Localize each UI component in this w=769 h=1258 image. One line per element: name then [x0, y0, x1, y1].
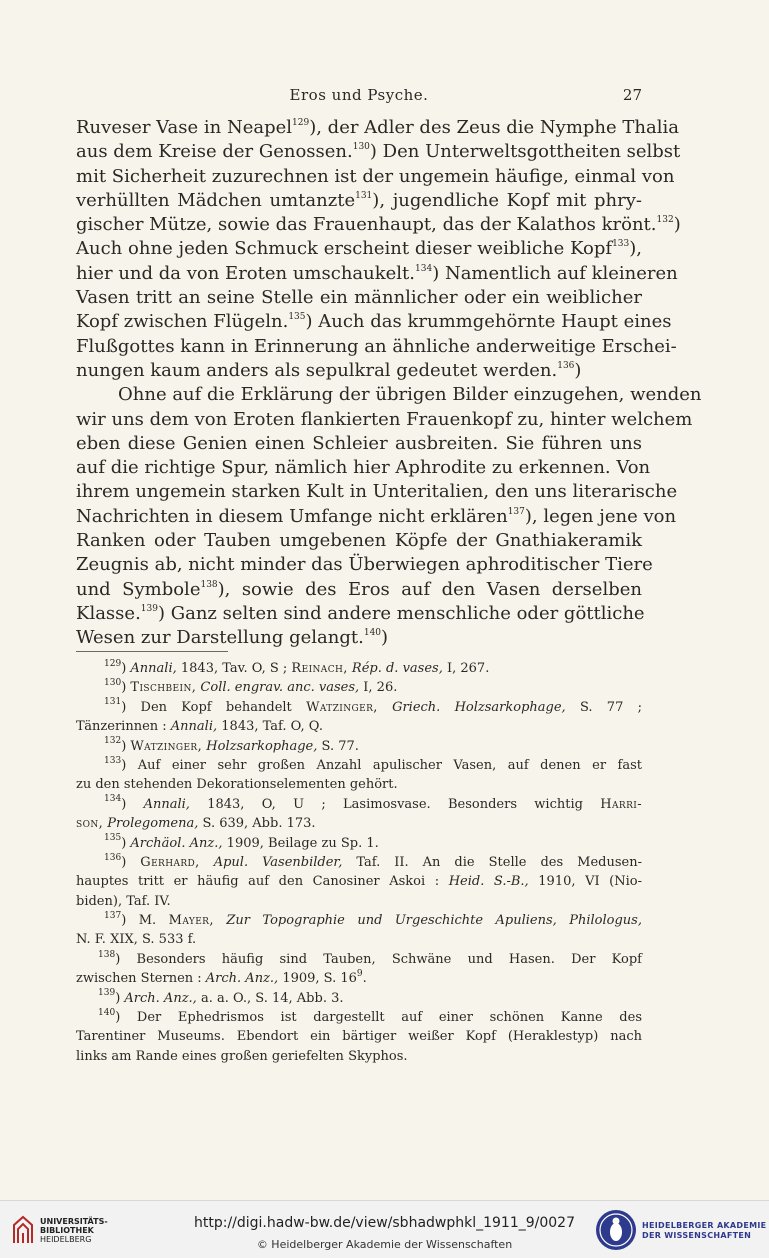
text-line: auf die richtige Spur, nämlich hier Aphrodite zu erkennen. Von	[76, 457, 651, 479]
footnote-135: $^{135}$) Archäol. Anz., 1909, Beilage zu Sp. 1.	[104, 833, 379, 851]
footnote-137: $^{137}$) M. Mayer, Zur Topographie und Urgeschichte Apuliens, Philologus,	[104, 910, 642, 929]
text-line: wir uns dem von Eroten flankierten Frauenkopf zu, hinter welchem	[76, 408, 693, 430]
footnote-140-cont2: links am Rande eines großen geriefelten Skyphos.	[76, 1048, 408, 1064]
footnote-ref[interactable]: 137	[507, 506, 525, 517]
footnote-133-cont: zu den stehenden Dekorationselementen gehört.	[76, 777, 398, 793]
text-line: Vasen tritt an seine Stelle ein männlicher oder ein weiblicher	[76, 287, 642, 309]
footnote-140: $^{140}$) Der Ephedrismos ist dargestellt auf einer schönen Kanne des	[98, 1007, 642, 1026]
footnotes	[76, 659, 642, 1066]
footnote-131: $^{131}$) Den Kopf behandelt Watzinger, Griech. Holzsarkophage, S. 77 ;	[104, 697, 642, 715]
footnote-ref[interactable]: 135	[288, 312, 306, 323]
footnote-ref[interactable]: 133	[612, 239, 630, 250]
running-header	[76, 86, 642, 108]
footnote-ref[interactable]: 131	[355, 190, 373, 201]
footnote-134-cont: son, Prolegomena, S. 639, Abb. 173.	[76, 816, 316, 832]
footnote-140-cont: Tarentiner Museums. Ebendort ein bärtiger weißer Kopf (Heraklestyp) nach	[76, 1029, 642, 1045]
text-line: Ruveser Vase in Neapel$^{129}$), der Adler des Zeus die Nymphe Thalia	[76, 117, 679, 138]
footnote-129: $^{129}$) Annali, 1843, Tav. O, S ; Reinach, Rép. d. vases, I, 267.	[104, 658, 490, 676]
footnote-136-cont2: biden), Taf. IV.	[76, 893, 171, 909]
main-text	[76, 116, 702, 651]
text-line: Flußgottes kann in Erinnerung an ähnliche anderweitige Erschei-	[76, 335, 677, 357]
text-line: gischer Mütze, sowie das Frauenhaupt, das der Kalathos krönt.$^{132}$)	[76, 214, 681, 236]
footnote-ref[interactable]: 132	[656, 215, 674, 226]
text-line: Klasse.$^{139}$) Ganz selten sind andere menschliche oder göttliche	[76, 602, 645, 624]
footnote-134: $^{134}$) Annali, 1843, O, U ; Lasimosvase. Besonders wichtig Harri-	[104, 794, 642, 812]
footnote-139: $^{139}$) Arch. Anz., a. a. O., S. 14, Abb. 3.	[98, 988, 344, 1006]
university-library-name: UNIVERSITÄTS- BIBLIOTHEK HEIDELBERG	[40, 1217, 108, 1244]
text-line: Ranken oder Tauben umgebenen Köpfe der Gnathiakeramik	[76, 530, 642, 552]
academy-name: HEIDELBERGER AKADEMIE DER WISSENSCHAFTEN	[642, 1221, 767, 1240]
text-line: nungen kaum anders als sepulkral gedeutet werden.$^{136}$)	[76, 359, 582, 381]
text-line: Kopf zwischen Flügeln.$^{135}$) Auch das krummgehörnte Haupt eines	[76, 311, 672, 333]
text-line: Auch ohne jeden Schmuck erscheint dieser weibliche Kopf$^{133}$),	[76, 238, 642, 260]
footnote-ref[interactable]: 140	[363, 628, 382, 639]
footnote-ref[interactable]: 138	[200, 579, 218, 590]
footnote-138: $^{138}$) Besonders häufig sind Tauben, Schwäne und Hasen. Der Kopf	[98, 949, 642, 967]
footnote-136: $^{136}$) Gerhard, Apul. Vasenbilder, Taf. II. An die Stelle des Medusen-	[104, 852, 642, 870]
text-line: Zeugnis ab, nicht minder das Überwiegen aphroditischer Tiere	[76, 554, 653, 576]
footnote-ref[interactable]: 139	[140, 603, 158, 614]
academy-seal-icon	[594, 1208, 638, 1252]
running-title: Eros und Psyche.	[289, 86, 429, 104]
text-line: eben diese Genien einen Schleier ausbreiten. Sie führen uns	[76, 432, 642, 454]
text-line: Ohne auf die Erklärung der übrigen Bilder einzugehen, wenden	[118, 384, 702, 406]
text-line: ihrem ungemein starken Kult in Unteritalien, den uns literarische	[76, 481, 678, 503]
footnote-ref[interactable]: 129	[292, 118, 310, 128]
footnote-ref[interactable]: 136	[557, 360, 575, 371]
text-line: aus dem Kreise der Genossen.$^{130}$) Den Unterweltsgottheiten selbst	[76, 141, 681, 163]
footnote-133: $^{133}$) Auf einer sehr großen Anzahl apulischer Vasen, auf denen er fast	[104, 755, 642, 773]
footnote-136-cont: hauptes tritt er häufig auf den Canosiner Askoi : Heid. S.-B., 1910, VI (Nio-	[76, 874, 643, 890]
footnote-130: $^{130}$) Tischbein, Coll. engrav. anc. vases, I, 26.	[104, 678, 398, 696]
footnote-131-cont: Tänzerinnen : Annali, 1843, Taf. O, Q.	[76, 719, 323, 735]
text-line: Nachrichten in diesem Umfange nicht erklären$^{137}$), legen jene von	[76, 505, 677, 527]
text-line: Wesen zur Darstellung gelangt.$^{140}$)	[76, 627, 389, 649]
footnote-137-cont: N. F. XIX, S. 533 f.	[76, 932, 197, 948]
viewer-footer	[0, 1200, 769, 1258]
text-line: hier und da von Eroten umschaukelt.$^{134}$) Namentlich auf kleineren	[76, 262, 678, 284]
text-line: verhüllten Mädchen umtanzte$^{131}$), jugendliche Kopf mit phry-	[76, 189, 642, 211]
footnote-138-cont: zwischen Sternen : Arch. Anz., 1909, S. $16^9$.	[76, 968, 367, 987]
footnote-divider	[76, 651, 228, 652]
footnote-ref[interactable]: 134	[415, 263, 433, 274]
copyright-notice: © Heidelberger Akademie der Wissenschaften	[256, 1238, 513, 1251]
footnote-132: $^{132}$) Watzinger, Holzsarkophage, S. 77.	[104, 736, 359, 754]
page-number: 27	[622, 86, 642, 104]
permalink-url[interactable]: http://digi.hadw-bw.de/view/sbhadwphkl_1911_9/0027	[193, 1215, 575, 1231]
text-line: und Symbole$^{138}$), sowie des Eros auf den Vasen derselben	[76, 578, 642, 600]
footnote-ref[interactable]: 130	[352, 142, 370, 153]
text-line: mit Sicherheit zuzurechnen ist der ungemein häufige, einmal von	[76, 165, 675, 187]
